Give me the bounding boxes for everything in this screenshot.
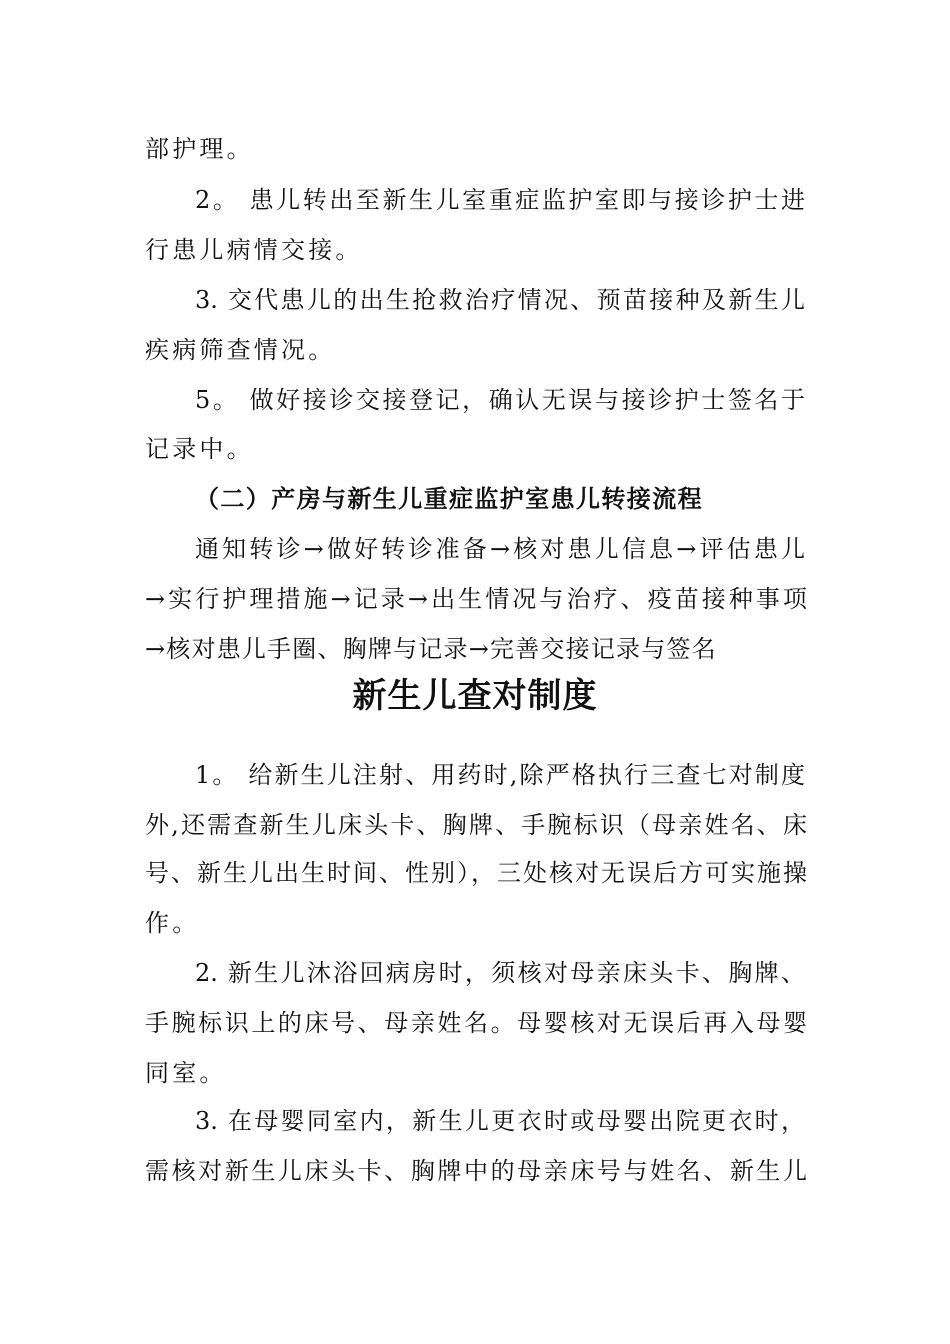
flow-line: 通知转诊→做好转诊准备→核对患儿信息→评估患儿 — [195, 535, 805, 563]
document-title: 新生儿查对制度 — [352, 676, 598, 716]
paragraph-line: 部护理。 — [145, 135, 254, 163]
paragraph-line: 记录中。 — [145, 435, 254, 463]
paragraph-line: 3. 交代患儿的出生抢救治疗情况、预苗接种及新生儿 — [195, 286, 805, 314]
flow-line: →实行护理措施→记录→出生情况与治疗、疫苗接种事项 — [145, 585, 807, 613]
paragraph-line: 需核对新生儿床头卡、胸牌中的母亲床号与姓名、新生儿 — [145, 1157, 807, 1185]
paragraph-line: 疾病筛查情况。 — [145, 336, 336, 364]
paragraph-line: 2。 患儿转出至新生儿室重症监护室即与接诊护士进 — [195, 186, 805, 214]
paragraph-line: 3. 在母婴同室内，新生儿更衣时或母婴出院更衣时， — [195, 1107, 805, 1135]
paragraph-line: 5。 做好接诊交接登记，确认无误与接诊护士签名于 — [195, 386, 805, 414]
paragraph-line: 号、新生儿出生时间、性别），三处核对无误后方可实施操 — [145, 859, 807, 887]
flow-line: →核对患儿手圈、胸牌与记录→完善交接记录与签名 — [145, 635, 717, 663]
paragraph-line: 作。 — [145, 909, 200, 937]
paragraph-line: 行患儿病情交接。 — [145, 236, 363, 264]
paragraph-line: 同室。 — [145, 1059, 227, 1087]
paragraph-line: 外,还需查新生儿床头卡、胸牌、手腕标识（母亲姓名、床 — [145, 811, 807, 839]
paragraph-line: 2. 新生儿沐浴回病房时，须核对母亲床头卡、胸牌、 — [195, 959, 805, 987]
paragraph-line: 手腕标识上的床号、母亲姓名。母婴核对无误后再入母婴 — [145, 1009, 807, 1037]
section-heading: （二）产房与新生儿重症监护室患儿转接流程 — [195, 485, 703, 513]
paragraph-line: 1。 给新生儿注射、用药时,除严格执行三查七对制度 — [195, 761, 805, 789]
